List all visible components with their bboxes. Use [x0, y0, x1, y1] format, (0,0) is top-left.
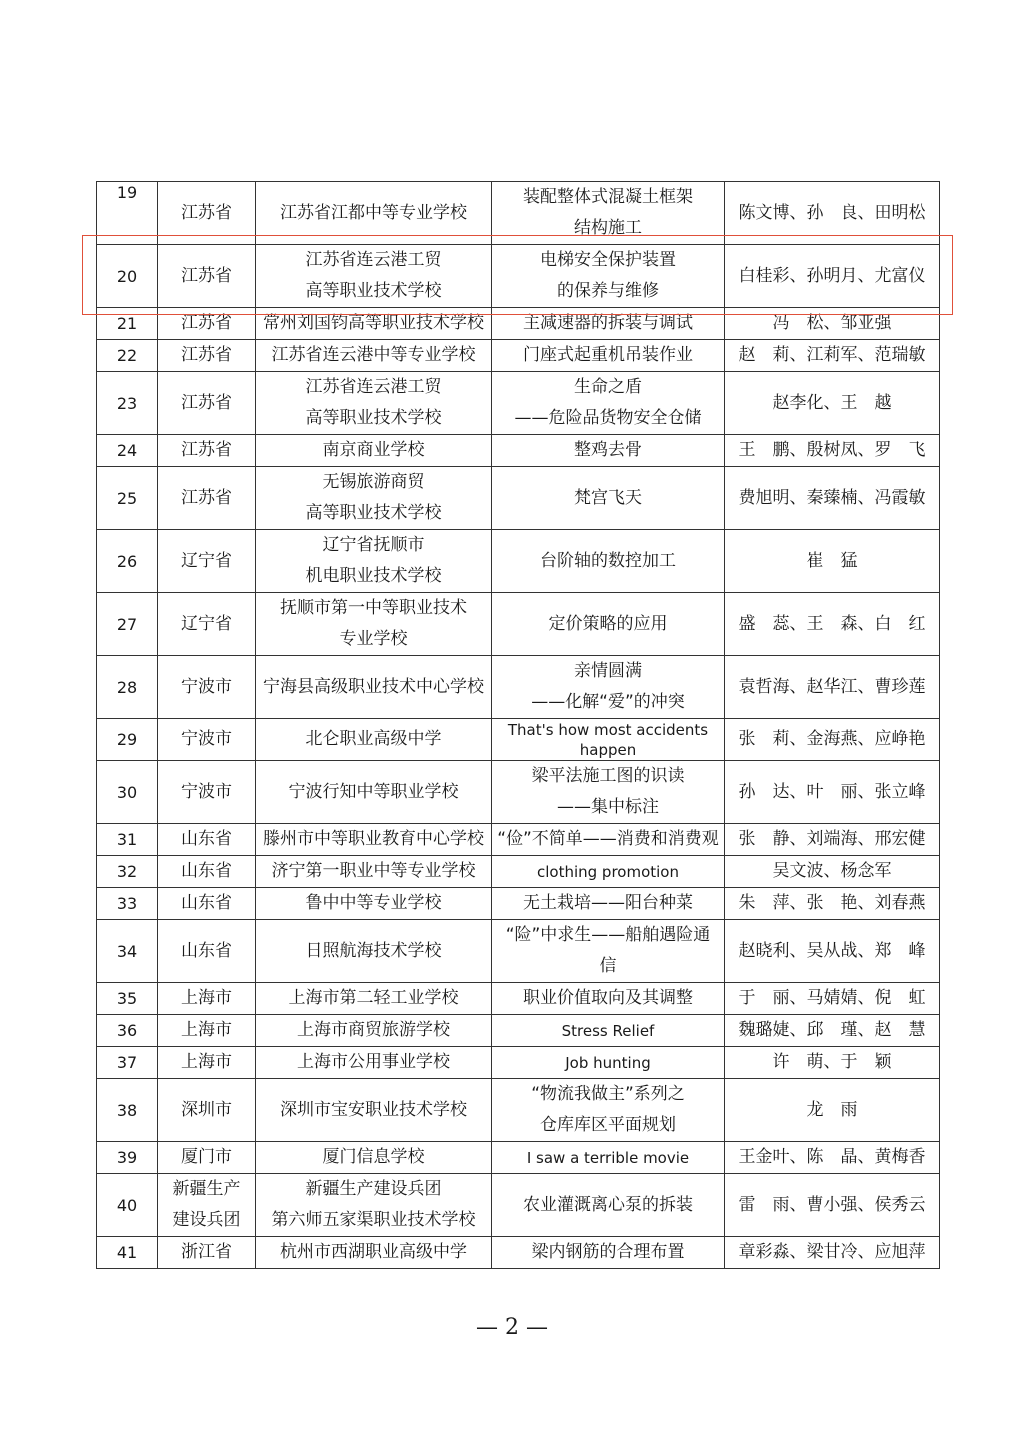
- table-row: [97, 1079, 940, 1142]
- school-cell: [256, 719, 492, 761]
- people-cell: 朱 萍、张 艳、刘春燕: [725, 888, 940, 920]
- school-cell: [256, 308, 492, 340]
- school-cell-line: 深圳市宝安职业技术学校: [280, 1099, 467, 1120]
- row-number: 32: [97, 856, 158, 888]
- school-cell-line: 宁波行知中等职业学校: [288, 781, 459, 802]
- table-row: [97, 888, 940, 920]
- row-number: 24: [97, 435, 158, 467]
- title-cell: [492, 182, 725, 245]
- table-row: [97, 308, 940, 340]
- region-cell: [158, 1079, 256, 1142]
- school-cell-line: 常州刘国钧高等职业技术学校: [263, 313, 484, 333]
- title-cell: [492, 824, 725, 856]
- school-cell-line: 北仑职业高级中学: [305, 729, 442, 749]
- region-cell-line: 江苏省: [181, 440, 232, 460]
- row-number: 28: [97, 656, 158, 719]
- people-cell: 章彩淼、梁甘冷、应旭萍: [725, 1237, 940, 1269]
- school-cell: [256, 1174, 492, 1237]
- title-cell-line: 装配整体式混凝土框架: [523, 187, 693, 207]
- region-cell: [158, 1142, 256, 1174]
- region-cell-line: 新疆生产: [172, 1179, 241, 1199]
- region-cell-line: 江苏省: [181, 265, 232, 286]
- row-number: 33: [97, 888, 158, 920]
- school-cell: [256, 1142, 492, 1174]
- title-cell: [492, 656, 725, 719]
- school-cell: [256, 435, 492, 467]
- row-number: 19: [97, 182, 158, 245]
- table-row: [97, 920, 940, 983]
- region-cell-line: 宁波市: [181, 781, 232, 802]
- title-cell: [492, 856, 725, 888]
- table-row: [97, 1047, 940, 1079]
- title-cell-line: 梵宫飞天: [574, 487, 642, 508]
- title-cell: [492, 1079, 725, 1142]
- school-cell-line: 第六师五家渠职业技术学校: [271, 1210, 476, 1230]
- school-cell-line: 日照航海技术学校: [305, 940, 442, 961]
- table-row: [97, 1142, 940, 1174]
- row-number: 34: [97, 920, 158, 983]
- table-row: [97, 530, 940, 593]
- table-row: [97, 761, 940, 824]
- people-cell: 张 静、刘端海、邢宏健: [725, 824, 940, 856]
- title-cell-line: I saw a terrible movie: [526, 1148, 690, 1167]
- title-cell-line: 主减速器的拆装与调试: [523, 313, 693, 333]
- region-cell-line: 山东省: [181, 829, 232, 849]
- school-cell-line: 厦门信息学校: [322, 1147, 425, 1167]
- title-cell: [492, 1174, 725, 1237]
- school-cell-line: 宁海县高级职业技术中心学校: [263, 676, 484, 697]
- people-cell: 于 丽、马婧婧、倪 虹: [725, 983, 940, 1015]
- people-cell: 赵晓利、吴从战、郑 峰: [725, 920, 940, 983]
- region-cell-line: 辽宁省: [181, 613, 232, 634]
- title-cell: [492, 888, 725, 920]
- table-row: [97, 656, 940, 719]
- school-cell-line: 无锡旅游商贸: [322, 472, 425, 492]
- title-cell-line: “物流我做主”系列之: [531, 1084, 685, 1104]
- people-cell: 袁哲海、赵华江、曹珍莲: [725, 656, 940, 719]
- title-cell: [492, 308, 725, 340]
- people-cell: 赵 莉、江莉军、范瑞敏: [725, 340, 940, 372]
- title-cell: [492, 467, 725, 530]
- region-cell: [158, 1237, 256, 1269]
- table-row: [97, 1237, 940, 1269]
- school-cell: [256, 761, 492, 824]
- region-cell-line: 上海市: [181, 988, 232, 1008]
- region-cell-line: 深圳市: [181, 1099, 232, 1120]
- school-cell: [256, 824, 492, 856]
- school-cell: [256, 1079, 492, 1142]
- row-number: 23: [97, 372, 158, 435]
- region-cell: [158, 530, 256, 593]
- people-cell: 孙 达、叶 丽、张立峰: [725, 761, 940, 824]
- region-cell-line: 辽宁省: [181, 550, 232, 571]
- title-cell-line: 结构施工: [574, 218, 642, 238]
- people-cell: 张 莉、金海燕、应峥艳: [725, 719, 940, 761]
- title-cell-line: 农业灌溉离心泵的拆装: [523, 1194, 693, 1215]
- school-cell-line: 江苏省连云港中等专业学校: [271, 345, 476, 365]
- region-cell: [158, 1174, 256, 1237]
- region-cell-line: 浙江省: [181, 1242, 232, 1262]
- people-cell: 许 萌、于 颖: [725, 1047, 940, 1079]
- school-cell-line: 上海市第二轻工业学校: [288, 988, 459, 1008]
- school-cell-line: 机电职业技术学校: [305, 566, 442, 586]
- table-row: [97, 245, 940, 308]
- school-cell-line: 上海市公用事业学校: [297, 1052, 450, 1072]
- title-cell: [492, 245, 725, 308]
- school-cell-line: 江苏省江都中等专业学校: [280, 202, 467, 223]
- school-cell-line: 抚顺市第一中等职业技术: [280, 598, 467, 618]
- region-cell-line: 上海市: [181, 1020, 232, 1040]
- title-cell-line: 仓库库区平面规划: [540, 1115, 676, 1135]
- table-row: [97, 1174, 940, 1237]
- title-cell-line: 电梯安全保护装置: [540, 250, 676, 270]
- row-number: 36: [97, 1015, 158, 1047]
- region-cell: [158, 856, 256, 888]
- title-cell-line: “俭”不简单——消费和消费观: [497, 829, 719, 849]
- school-cell: [256, 340, 492, 372]
- title-cell-line: 信: [599, 956, 617, 976]
- row-number: 20: [97, 245, 158, 308]
- awards-table-body: [97, 182, 940, 1269]
- row-number: 25: [97, 467, 158, 530]
- title-cell: [492, 1142, 725, 1174]
- title-cell-line: happen: [579, 740, 637, 759]
- title-cell-line: That's how most accidents: [507, 720, 709, 739]
- region-cell-line: 江苏省: [181, 345, 232, 365]
- row-number: 38: [97, 1079, 158, 1142]
- school-cell-line: 江苏省连云港工贸: [305, 250, 442, 270]
- people-cell: 赵李化、王 越: [725, 372, 940, 435]
- region-cell: [158, 824, 256, 856]
- table-row: [97, 435, 940, 467]
- region-cell: [158, 372, 256, 435]
- table-row: [97, 593, 940, 656]
- region-cell: [158, 719, 256, 761]
- title-cell-line: 无土栽培——阳台种菜: [523, 893, 693, 913]
- table-row: [97, 719, 940, 761]
- school-cell-line: 南京商业学校: [322, 440, 425, 460]
- people-cell: 王金叶、陈 晶、黄梅香: [725, 1142, 940, 1174]
- school-cell: [256, 888, 492, 920]
- region-cell-line: 江苏省: [181, 392, 232, 413]
- region-cell-line: 宁波市: [181, 676, 232, 697]
- table-row: [97, 856, 940, 888]
- region-cell-line: 山东省: [181, 940, 232, 961]
- table-row: [97, 824, 940, 856]
- school-cell-line: 上海市商贸旅游学校: [297, 1020, 450, 1040]
- title-cell-line: 亲情圆满: [574, 661, 642, 681]
- school-cell: [256, 920, 492, 983]
- region-cell: [158, 983, 256, 1015]
- title-cell-line: Job hunting: [565, 1053, 651, 1072]
- school-cell: [256, 182, 492, 245]
- title-cell-line: 梁平法施工图的识读: [531, 766, 685, 786]
- title-cell: [492, 761, 725, 824]
- title-cell: [492, 340, 725, 372]
- row-number: 31: [97, 824, 158, 856]
- people-cell: 王 鹏、殷树凤、罗 飞: [725, 435, 940, 467]
- table-row: [97, 340, 940, 372]
- table-row: [97, 372, 940, 435]
- row-number: 27: [97, 593, 158, 656]
- title-cell-line: 生命之盾: [574, 377, 642, 397]
- region-cell: [158, 656, 256, 719]
- school-cell-line: 杭州市西湖职业高级中学: [280, 1242, 467, 1262]
- school-cell: [256, 1015, 492, 1047]
- school-cell: [256, 245, 492, 308]
- school-cell-line: 专业学校: [339, 629, 408, 649]
- school-cell-line: 济宁第一职业中等专业学校: [271, 861, 476, 881]
- region-cell-line: 山东省: [181, 893, 232, 913]
- title-cell-line: “险”中求生——船舶遇险通: [505, 925, 711, 945]
- row-number: 40: [97, 1174, 158, 1237]
- region-cell-line: 江苏省: [181, 202, 232, 223]
- title-cell: [492, 1047, 725, 1079]
- region-cell: [158, 340, 256, 372]
- region-cell: [158, 182, 256, 245]
- title-cell: [492, 372, 725, 435]
- school-cell-line: 新疆生产建设兵团: [305, 1179, 442, 1199]
- awards-table: [96, 181, 940, 1269]
- people-cell: 吴文波、杨念军: [725, 856, 940, 888]
- region-cell: [158, 888, 256, 920]
- row-number: 35: [97, 983, 158, 1015]
- title-cell-line: ——危险品货物安全仓储: [514, 408, 702, 428]
- region-cell-line: 江苏省: [181, 313, 232, 333]
- title-cell-line: Stress Relief: [561, 1021, 655, 1040]
- table-row: [97, 983, 940, 1015]
- school-cell-line: 高等职业技术学校: [305, 408, 442, 428]
- people-cell: 龙 雨: [725, 1079, 940, 1142]
- people-cell: 盛 蕊、王 森、白 红: [725, 593, 940, 656]
- title-cell: [492, 920, 725, 983]
- title-cell: [492, 719, 725, 761]
- title-cell-line: clothing promotion: [536, 862, 679, 881]
- title-cell-line: 整鸡去骨: [574, 440, 642, 460]
- row-number: 21: [97, 308, 158, 340]
- region-cell-line: 山东省: [181, 861, 232, 881]
- row-number: 37: [97, 1047, 158, 1079]
- school-cell: [256, 983, 492, 1015]
- people-cell: 冯 松、邹亚强: [725, 308, 940, 340]
- title-cell-line: 职业价值取向及其调整: [523, 988, 693, 1008]
- title-cell-line: 门座式起重机吊装作业: [523, 345, 693, 365]
- region-cell-line: 厦门市: [181, 1147, 232, 1167]
- region-cell: [158, 1015, 256, 1047]
- school-cell: [256, 467, 492, 530]
- region-cell-line: 宁波市: [181, 729, 232, 749]
- region-cell-line: 建设兵团: [172, 1210, 241, 1230]
- school-cell-line: 辽宁省抚顺市: [322, 535, 425, 555]
- title-cell-line: 梁内钢筋的合理布置: [531, 1242, 685, 1262]
- title-cell: [492, 1237, 725, 1269]
- region-cell: [158, 761, 256, 824]
- school-cell-line: 江苏省连云港工贸: [305, 377, 442, 397]
- region-cell: [158, 435, 256, 467]
- school-cell-line: 鲁中中等专业学校: [305, 893, 442, 913]
- school-cell: [256, 372, 492, 435]
- school-cell: [256, 530, 492, 593]
- title-cell-line: ——集中标注: [557, 797, 659, 817]
- people-cell: 费旭明、秦臻楠、冯霞敏: [725, 467, 940, 530]
- title-cell: [492, 593, 725, 656]
- title-cell: [492, 1015, 725, 1047]
- school-cell-line: 高等职业技术学校: [305, 503, 442, 523]
- row-number: 41: [97, 1237, 158, 1269]
- people-cell: 魏璐婕、邱 瑾、赵 慧: [725, 1015, 940, 1047]
- table-row: [97, 182, 940, 245]
- school-cell: [256, 1237, 492, 1269]
- school-cell-line: 滕州市中等职业教育中心学校: [263, 829, 484, 849]
- title-cell-line: 的保养与维修: [557, 281, 659, 301]
- row-number: 26: [97, 530, 158, 593]
- school-cell: [256, 656, 492, 719]
- table-row: [97, 467, 940, 530]
- row-number: 30: [97, 761, 158, 824]
- region-cell: [158, 245, 256, 308]
- region-cell: [158, 920, 256, 983]
- school-cell: [256, 1047, 492, 1079]
- title-cell-line: 台阶轴的数控加工: [540, 550, 676, 571]
- region-cell: [158, 308, 256, 340]
- title-cell: [492, 530, 725, 593]
- people-cell: 雷 雨、曹小强、侯秀云: [725, 1174, 940, 1237]
- region-cell-line: 上海市: [181, 1052, 232, 1072]
- people-cell: 陈文博、孙 良、田明松: [725, 182, 940, 245]
- school-cell: [256, 593, 492, 656]
- school-cell: [256, 856, 492, 888]
- page-number: — 2 —: [476, 1315, 548, 1340]
- region-cell: [158, 467, 256, 530]
- row-number: 29: [97, 719, 158, 761]
- row-number: 39: [97, 1142, 158, 1174]
- people-cell: 白桂彩、孙明月、尤富仪: [725, 245, 940, 308]
- region-cell: [158, 1047, 256, 1079]
- title-cell-line: ——化解“爱”的冲突: [531, 692, 685, 712]
- table-row: [97, 1015, 940, 1047]
- title-cell-line: 定价策略的应用: [548, 613, 668, 634]
- school-cell-line: 高等职业技术学校: [305, 281, 442, 301]
- people-cell: 崔 猛: [725, 530, 940, 593]
- region-cell: [158, 593, 256, 656]
- title-cell: [492, 435, 725, 467]
- region-cell-line: 江苏省: [181, 487, 232, 508]
- row-number: 22: [97, 340, 158, 372]
- title-cell: [492, 983, 725, 1015]
